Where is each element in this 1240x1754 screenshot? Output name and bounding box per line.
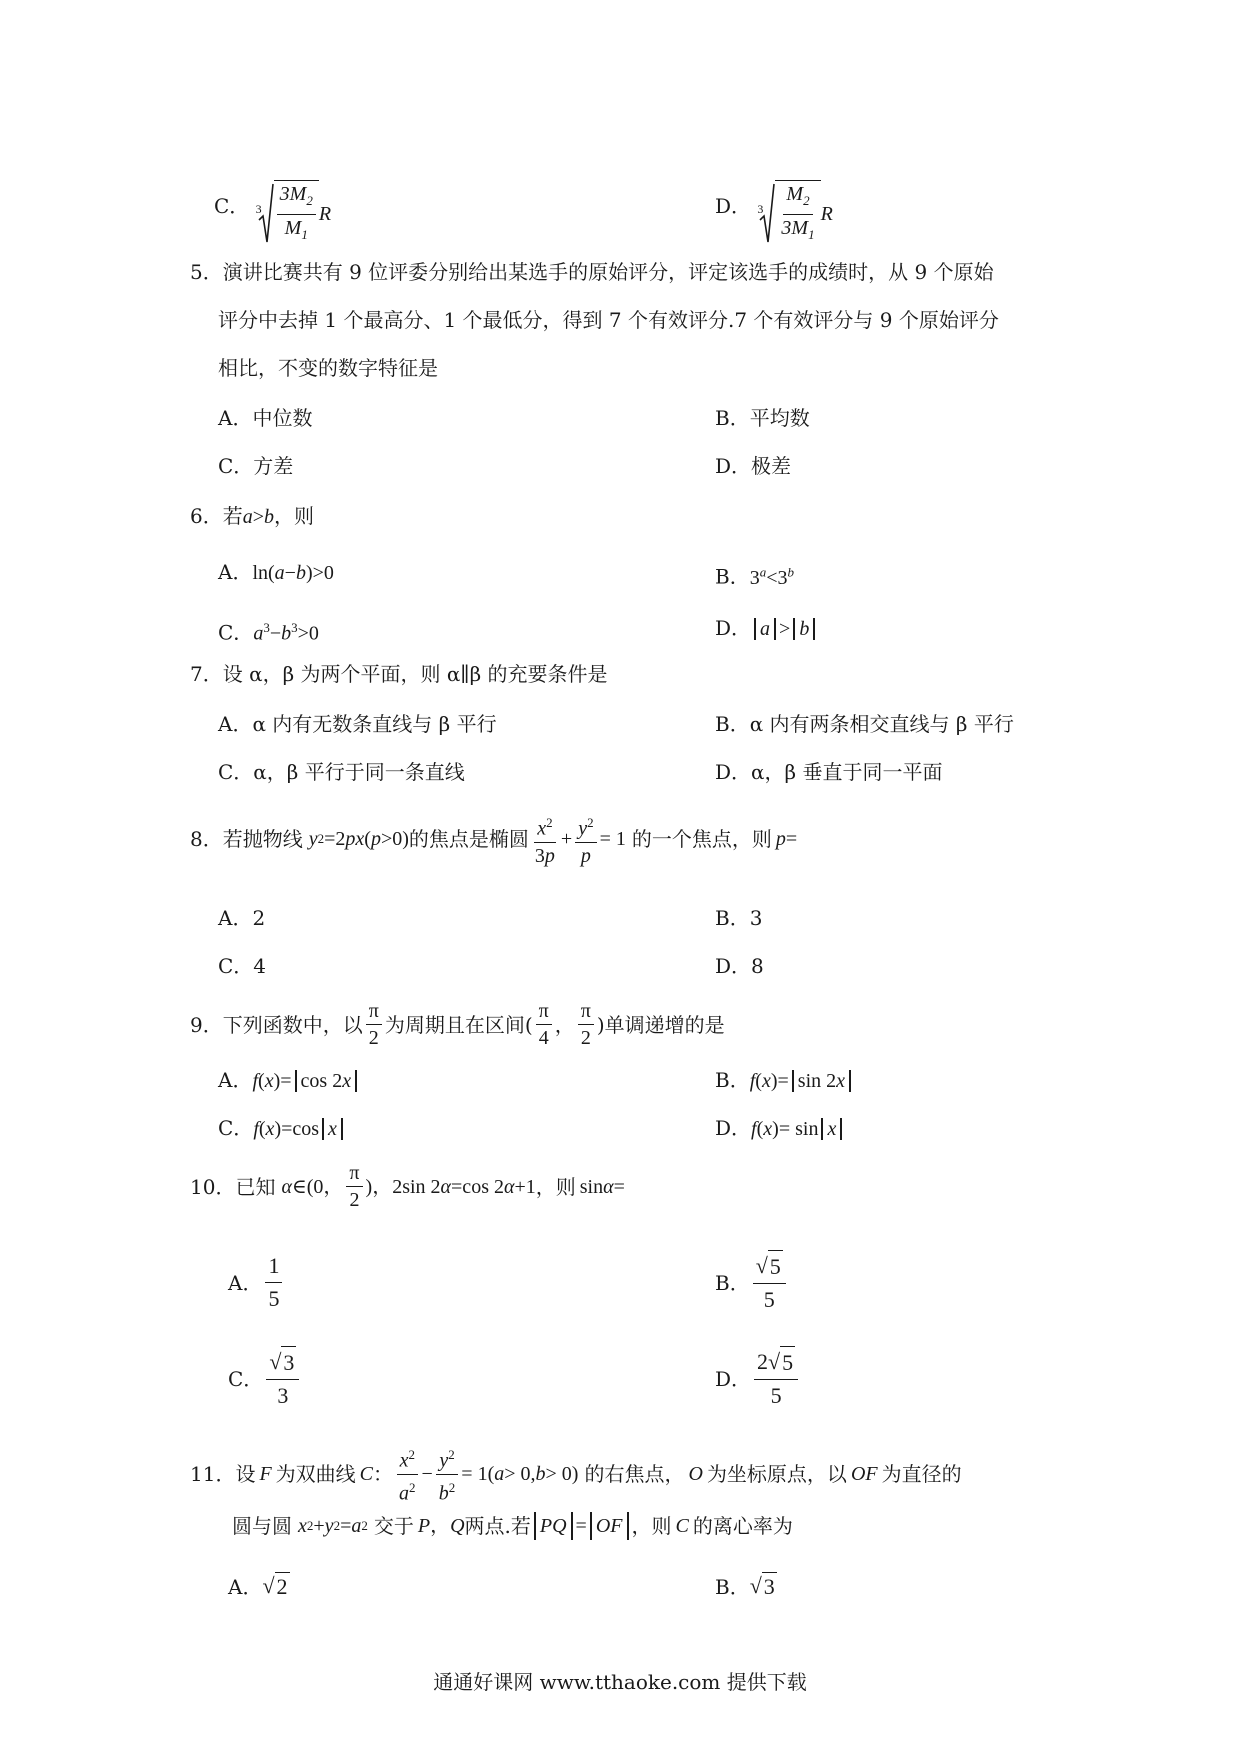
q8-option-d: D．8 xyxy=(715,954,764,978)
cube-root-icon xyxy=(759,182,775,246)
q8-option-a: A．2 xyxy=(218,906,266,930)
q10-option-d: D． 2√ 5 5 xyxy=(715,1346,801,1412)
q7-option-d: D．α，β 垂直于同一平面 xyxy=(715,760,943,784)
q5-option-d: D．极差 xyxy=(715,454,792,478)
q10-option-a: A． $\frac{1}{5}$ xyxy=(228,1250,285,1315)
q10-stem: 10．已知 α ∈(0， $\frac{\pi}{2}$ )，2sin 2 α =cos 2 α +1 ，则 sin α = xyxy=(190,1162,625,1211)
q7-option-c: C．α，β 平行于同一条直线 xyxy=(218,760,465,784)
q5-option-c: C．方差 xyxy=(218,454,294,478)
q6-option-a: A．ln(a−b)>0 xyxy=(218,560,334,584)
q10-option-c: C． √ 3 3 xyxy=(228,1346,302,1412)
q11-option-a: A． √ 2 xyxy=(228,1573,288,1599)
q8-option-c: C．4 xyxy=(218,954,267,978)
q5-stem-line3: 相比，不变的数字特征是 xyxy=(218,356,438,380)
q8-option-b: B．3 xyxy=(715,906,763,930)
q8-stem: 8．若抛物线 y 2 =2 px ( p >0) 的焦点是椭圆 $\frac{x^2}{3p}$ + $\frac{y^2}{p}$ = 1 的一个焦点，则 p = xyxy=(190,810,797,869)
q6-option-c: C．$a^3-b^3>0$ xyxy=(218,620,319,645)
q9-option-d: D．f(x)= sin x xyxy=(715,1114,845,1143)
q5-option-b: B．平均数 xyxy=(715,406,810,430)
cube-root-icon xyxy=(258,182,274,246)
q7-option-a: A．α 内有无数条直线与 β 平行 xyxy=(218,712,497,736)
q4-option-c: C． 3 $\frac{3M_2}{M_1}$ R xyxy=(214,180,331,248)
q6-option-d: D． a > b xyxy=(715,614,818,643)
q7-option-b: B．α 内有两条相交直线与 β 平行 xyxy=(715,712,1014,736)
page-footer: 通通好课网 www.tthaoke.com 提供下载 xyxy=(433,1670,807,1694)
q10-option-b: B． √ 5 5 xyxy=(715,1250,789,1316)
q5-stem-line2: 评分中去掉 1 个最高分、1 个最低分，得到 7 个有效评分.7 个有效评分与 9 个原始评分 xyxy=(218,308,999,332)
q11-stem-line1: 11．设 F 为双曲线 C ： $\frac{x^2}{a^2}$ − $\frac{y^2}{b^2}$ = 1( a > 0, b > 0) 的右焦点， O 为坐标原点，以 OF 为直径的 xyxy=(190,1442,962,1506)
q9-option-a: A．f(x)= cos 2x xyxy=(218,1066,360,1095)
q11-option-b: B． √ 3 xyxy=(715,1573,775,1599)
q9-option-c: C．f(x)=cos x xyxy=(218,1114,346,1143)
q9-stem: 9．下列函数中，以 $\frac{\pi}{2}$ 为周期且在区间( $\frac{\pi}{4}$ ， $\frac{\pi}{2}$ )单调递增的是 xyxy=(190,1000,725,1049)
q5-option-a: A．中位数 xyxy=(218,406,313,430)
q5-stem-line1: 5．演讲比赛共有 9 位评委分别给出某选手的原始评分，评定该选手的成绩时，从 9 个原始 xyxy=(190,260,994,284)
q7-stem: 7．设 α，β 为两个平面，则 α∥β 的充要条件是 xyxy=(190,662,608,686)
q11-stem-line2: 圆与圆 x 2 + y 2 = a 2 交于 P ， Q 两点.若 PQ = OF ，则 C 的离心率为 xyxy=(232,1514,793,1538)
q6-option-b: B．$3^a<3^b$ xyxy=(715,564,794,589)
q9-option-b: B．f(x)= sin 2x xyxy=(715,1066,854,1095)
q4-option-d: D． 3 $\frac{M_2}{3M_1}$ R xyxy=(715,180,833,248)
q6-stem: 6．若a>b，则 xyxy=(190,504,315,528)
